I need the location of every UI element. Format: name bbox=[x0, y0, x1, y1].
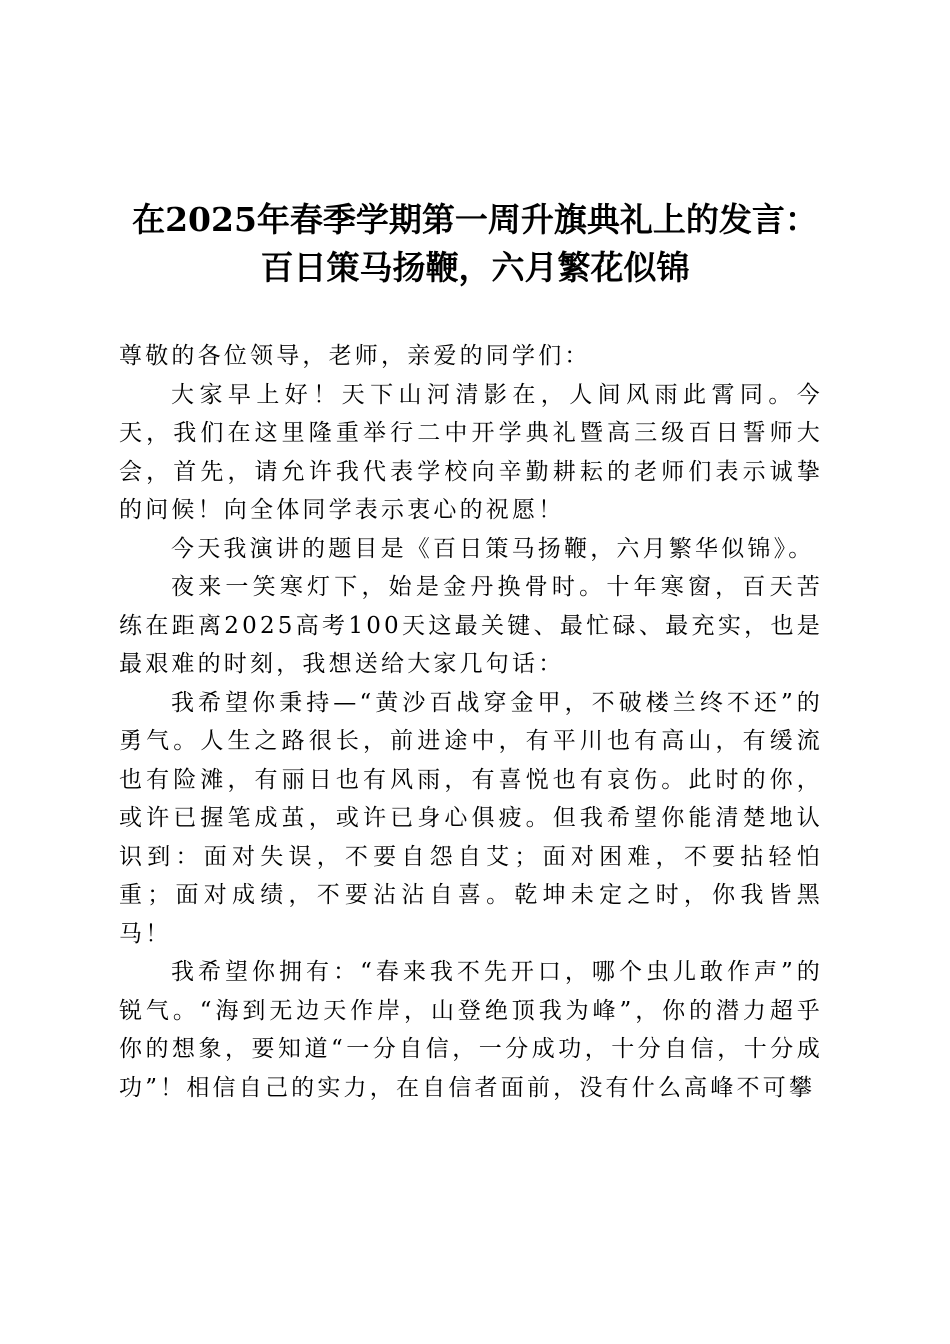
title-line-1: 在2025年春季学期第一周升旗典礼上的发言： bbox=[132, 200, 818, 239]
title-line-2: 百日策马扬鞭，六月繁花似锦 bbox=[260, 248, 690, 287]
paragraph: 今天我演讲的题目是《百日策马扬鞭，六月繁华似锦》。 bbox=[171, 535, 815, 562]
paragraph: 我希望你拥有：“春来我不先开口，哪个虫儿敢作声”的锐气。“海到无边天作岸，山登绝顶我为峰”，你的潜力超乎你的想象，要知道“一分自信，一分成功，十分自信，十分成功”！相信自己的实力，在自信者面前，没有什么高峰不可攀 bbox=[119, 959, 823, 1101]
document-body bbox=[119, 337, 823, 1107]
salutation: 尊敬的各位领导，老师，亲爱的同学们： bbox=[119, 343, 591, 369]
paragraph: 夜来一笑寒灯下，始是金丹换骨时。十年寒窗，百天苦练在距离2025高考100天这最关键、最忙碌、最充实，也是最艰难的时刻，我想送给大家几句话： bbox=[119, 574, 823, 677]
paragraph: 大家早上好！天下山河清影在，人间风雨此霄同。今天，我们在这里隆重举行二中开学典礼暨高三级百日誓师大会，首先，请允许我代表学校向辛勤耕耘的老师们表示诚挚的问候！向全体同学表示衷心的祝愿！ bbox=[119, 381, 823, 523]
document-title bbox=[0, 196, 950, 292]
paragraph: 我希望你秉持—“黄沙百战穿金甲，不破楼兰终不还”的勇气。人生之路很长，前进途中，有平川也有高山，有缓流也有险滩，有丽日也有风雨，有喜悦也有哀伤。此时的你，或许已握笔成茧，或许已身心俱疲。但我希望你能清楚地认识到：面对失误，不要自怨自艾；面对困难，不要拈轻怕重；面对成绩，不要沾沾自喜。乾坤未定之时，你我皆黑马！ bbox=[119, 689, 823, 947]
